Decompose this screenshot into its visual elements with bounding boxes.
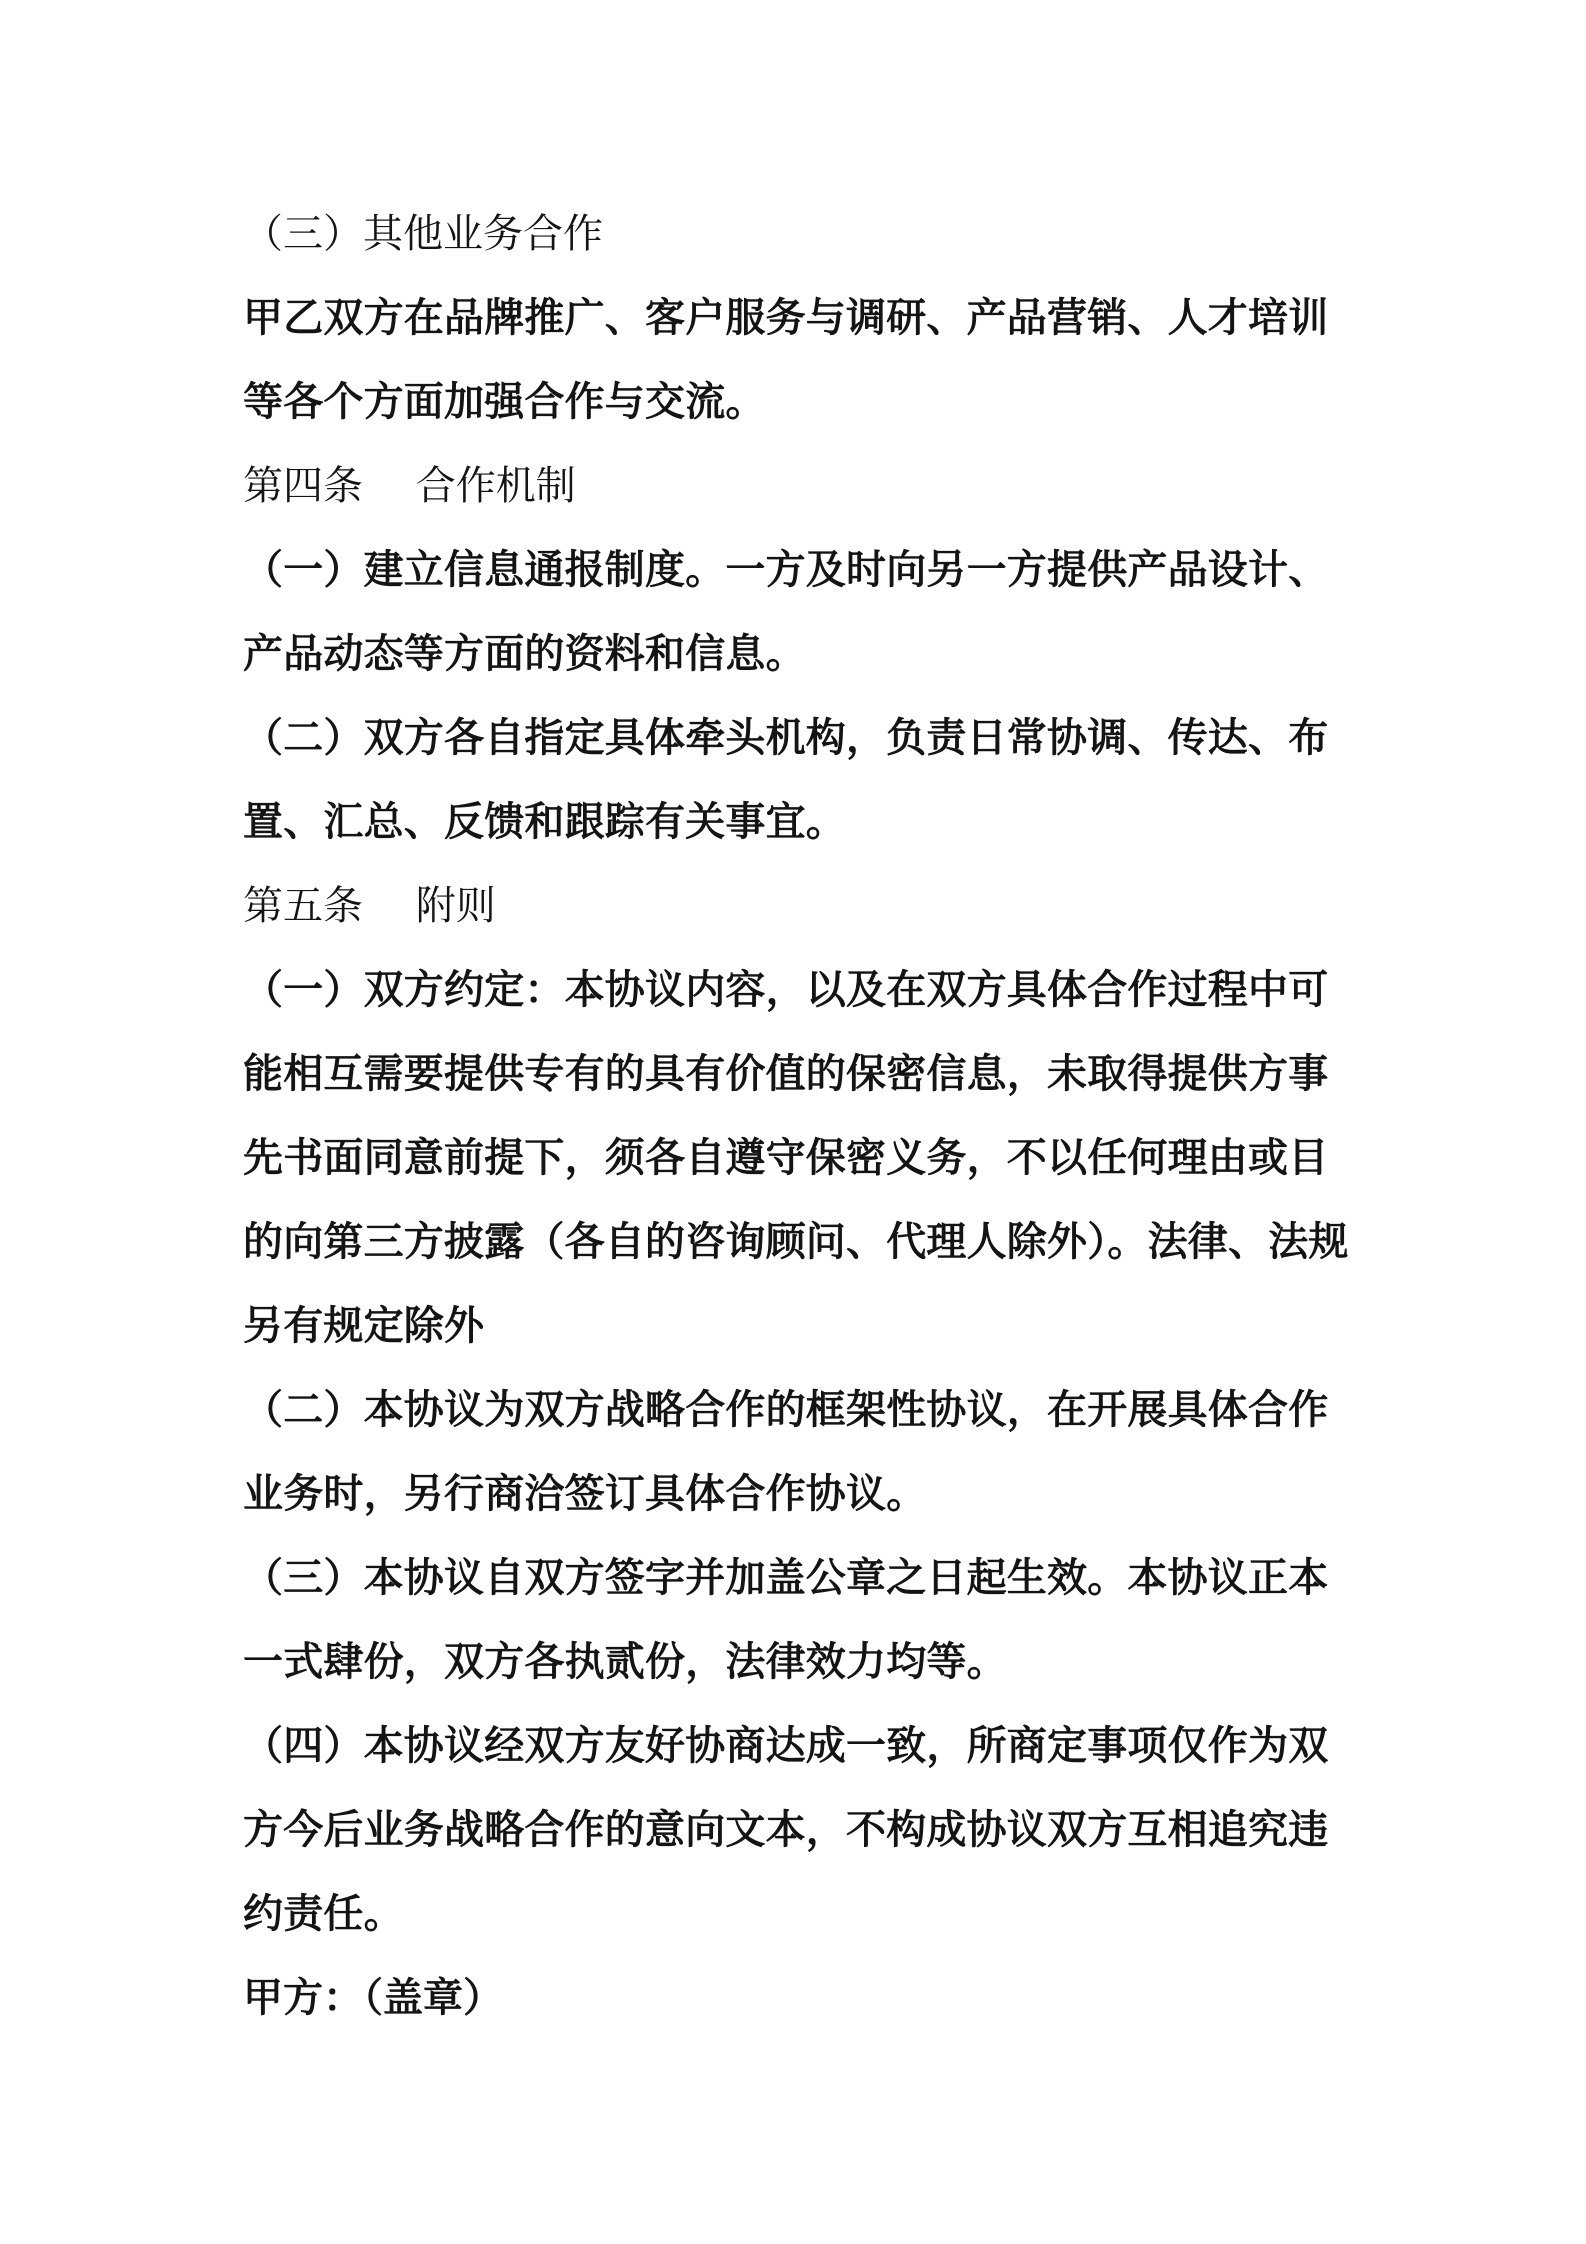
document-body [243, 192, 1353, 2040]
paragraph-article-5-item-1: （一）双方约定：本协议内容，以及在双方具体合作过程中可能相互需要提供专有的具有价值的保密信息，未取得提供方事先书面同意前提下，须各自遵守保密义务，不以任何理由或目的向第三方披露（各自的咨询顾问、代理人除外）。法律、法规另有规定除外 [243, 967, 1349, 1349]
paragraph-article-5-item-4: （四）本协议经双方友好协商达成一致，所商定事项仅作为双方今后业务战略合作的意向文本，不构成协议双方互相追究违约责任。 [243, 1723, 1329, 1937]
article-5-heading: 第五条 附则 [243, 883, 496, 929]
party-a-signature-line: 甲方：（盖章） [243, 1975, 503, 2021]
paragraph-other-cooperation: 甲乙双方在品牌推广、客户服务与调研、产品营销、人才培训等各个方面加强合作与交流。 [243, 295, 1329, 425]
section-heading-other-cooperation: （三）其他业务合作 [243, 211, 603, 257]
paragraph-article-4-item-1: （一）建立信息通报制度。一方及时向另一方提供产品设计、产品动态等方面的资料和信息。 [243, 547, 1329, 677]
paragraph-article-4-item-2: （二）双方各自指定具体牵头机构，负责日常协调、传达、布置、汇总、反馈和跟踪有关事宜。 [243, 715, 1329, 845]
article-4-heading: 第四条 合作机制 [243, 463, 576, 509]
paragraph-article-5-item-2: （二）本协议为双方战略合作的框架性协议，在开展具体合作业务时，另行商洽签订具体合作协议。 [243, 1387, 1329, 1517]
paragraph-article-5-item-3: （三）本协议自双方签字并加盖公章之日起生效。本协议正本一式肆份，双方各执贰份，法律效力均等。 [243, 1555, 1329, 1685]
